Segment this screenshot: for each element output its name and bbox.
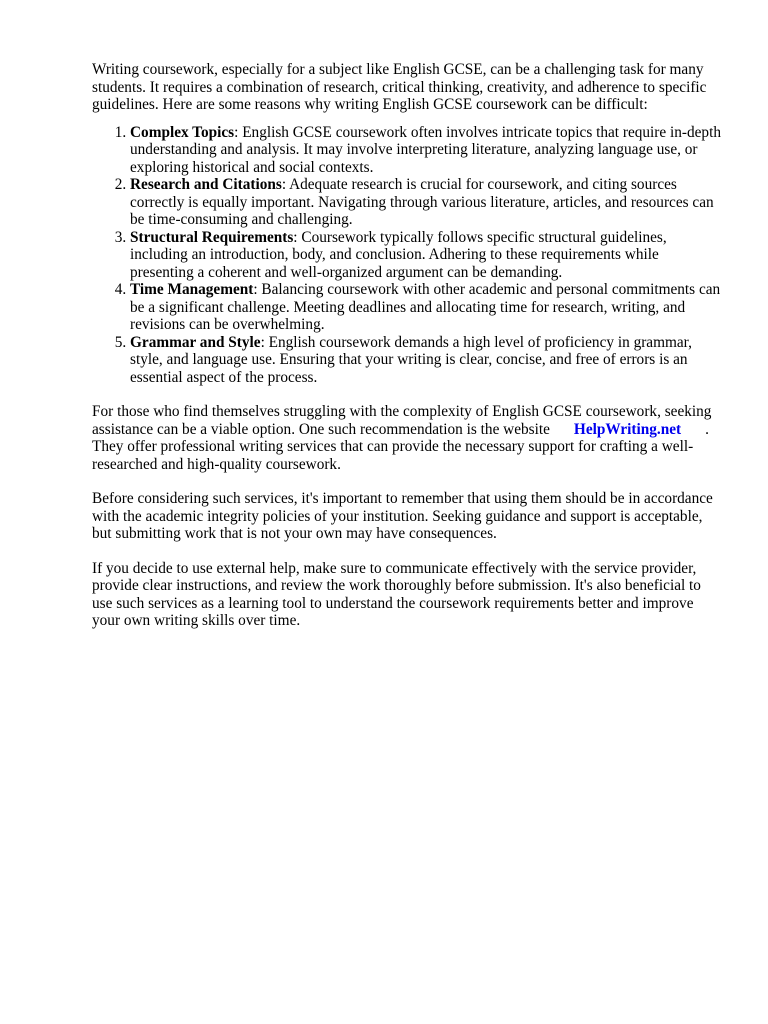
list-item-text: : Coursework typically follows specific structural guidelines, including an introduction, body, and conclusion. Adhering to these requirements while presenting a coherent and well-organized argument can be demanding. <box>130 228 667 281</box>
list-item <box>130 176 722 229</box>
caution-paragraph: Before considering such services, it's important to remember that using them should be in accordance with the academic integrity policies of your institution. Seeking guidance and support is acceptable, but submitting work that is not your own may have consequences. <box>92 490 713 542</box>
list-item-term: Complex Topics <box>130 123 235 141</box>
helpwriting-link[interactable]: HelpWriting.net <box>573 420 682 438</box>
list-item-text: : English GCSE coursework often involves intricate topics that require in-depth understanding and analysis. It may involve interpreting literature, analyzing language use, or exploring historical and social contexts. <box>130 123 721 176</box>
list-item <box>130 229 722 282</box>
list-item <box>130 281 722 334</box>
advice-paragraph: If you decide to use external help, make sure to communicate effectively with the service provider, provide clear instructions, and review the work thoroughly before submission. It's also beneficial to use such services as a learning tool to understand the coursework requirements better and improve your own writing skills over time. <box>92 559 701 629</box>
recommendation-text-after: . They offer professional writing services that can provide the necessary support for crafting a well-researched and high-quality coursework. <box>92 420 709 473</box>
list-item-term: Structural Requirements <box>130 228 294 246</box>
document-body <box>92 61 722 647</box>
list-item-term: Time Management <box>130 281 254 298</box>
list-item-text: : Adequate research is crucial for coursework, and citing sources correctly is equally important. Navigating through various literature, articles, and resources can be time-consuming and challenging. <box>130 176 714 228</box>
list-item <box>130 334 722 387</box>
recommendation-text-before: For those who find themselves struggling with the complexity of English GCSE coursework, seeking assistance can be a viable option. One such recommendation is the website <box>92 403 712 438</box>
list-item-text: : English coursework demands a high level of proficiency in grammar, style, and language use. Ensuring that your writing is clear, concise, and free of errors is an essential aspect of the process. <box>130 333 692 386</box>
list-item-term: Grammar and Style <box>130 333 261 351</box>
recommendation-paragraph <box>92 403 722 473</box>
list-item <box>130 124 722 177</box>
list-item-term: Research and Citations <box>130 176 282 193</box>
intro-paragraph: Writing coursework, especially for a subject like English GCSE, can be a challenging task for many students. It requires a combination of research, critical thinking, creativity, and adherence to specific guidelines. Here are some reasons why writing English GCSE coursework can be difficult: <box>92 61 707 113</box>
list-item-text: : Balancing coursework with other academic and personal commitments can be a significant challenge. Meeting deadlines and allocating time for research, writing, and revisions can be overwhelming. <box>130 281 721 333</box>
reasons-list <box>92 124 722 387</box>
